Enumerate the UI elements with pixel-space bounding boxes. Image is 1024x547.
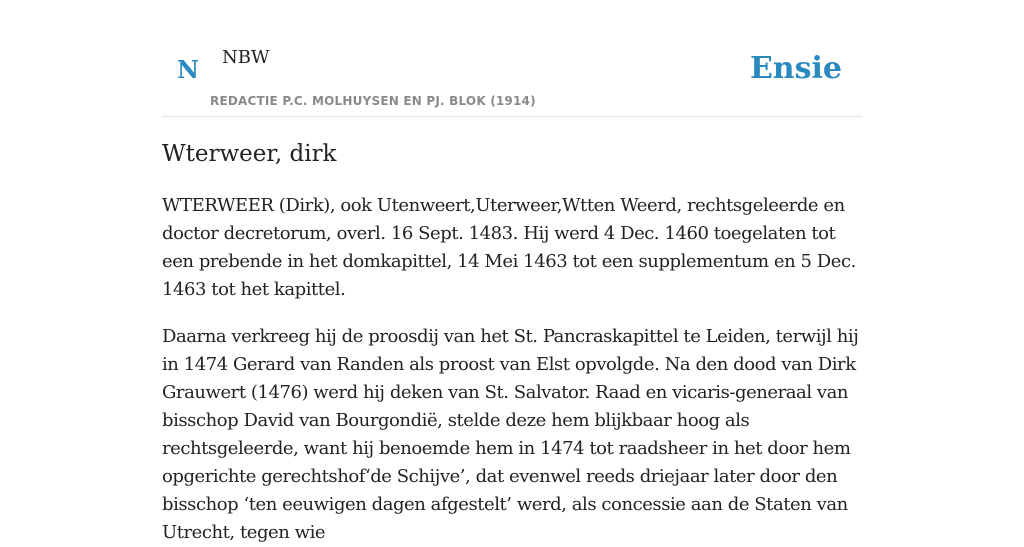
brand-logo[interactable]: Ensie <box>749 51 842 86</box>
site-header <box>162 0 862 117</box>
article-title: Wterweer, dirk <box>162 141 337 167</box>
source-subtitle: REDACTIE P.C. MOLHUYSEN EN PJ. BLOK (1914) <box>210 94 536 108</box>
source-name[interactable]: NBW <box>222 47 270 68</box>
article-paragraph: Daarna verkreeg hij de proosdij van het St. Pancraskapittel te Leiden, terwijl hij in 1474 Gerard van Randen als proost van Elst opvolgde. Na den dood van Dirk Grauwert (1476) werd hij deken van St. Salvator. Raad en vicaris-generaal van bisschop David van Bourgondië, stelde deze hem blijkbaar hoog als rechtsgeleerde, want hij benoemde hem in 1474 tot raadsheer in het door hem opgerichte gerechtshof‘de Schijve’, dat evenwel reeds driejaar later door den bisschop ‘ten eeuwigen dagen afgestelt’ werd, als concessie aan de Staten van Utrecht, tegen wie <box>162 326 859 543</box>
article-paragraph: WTERWEER (Dirk), ook Utenweert,Uterweer,Wtten Weerd, rechtsgeleerde en doctor decretorum, overl. 16 Sept. 1483. Hij werd 4 Dec. 1460 toegelaten tot een prebende in het domkapittel, 14 Mei 1463 tot een supplementum en 5 Dec. 1463 tot het kapittel. <box>162 195 856 300</box>
source-logo[interactable]: N <box>177 55 199 84</box>
article <box>162 136 862 547</box>
